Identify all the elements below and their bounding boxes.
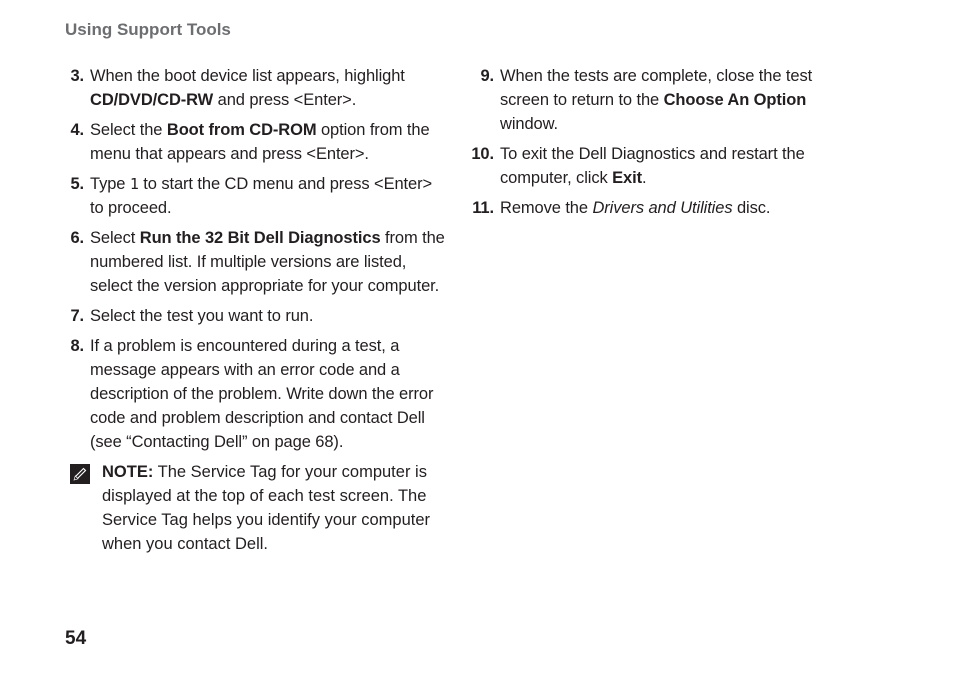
step-text: If a problem is encountered during a test, a message appears with an error code and a description of the problem. Write down the error code and problem description and contact Dell (see “Contacting Dell” on page 68). xyxy=(90,337,434,451)
step-code: 1 xyxy=(129,175,139,193)
step-text: to start the CD menu and press <Enter> to proceed. xyxy=(90,175,433,217)
step-text: . xyxy=(641,169,647,187)
step-text: Select xyxy=(90,229,140,247)
step-text: window. xyxy=(500,115,559,133)
step-item xyxy=(60,172,445,220)
step-text: and press <Enter>. xyxy=(213,91,357,109)
note-text: The Service Tag for your computer is displayed at the top of each test screen. The Service Tag helps you identify your computer when you contact Dell. xyxy=(102,463,431,553)
step-text: To exit the Dell Diagnostics and restart the computer, click xyxy=(500,145,805,187)
section-title: Using Support Tools xyxy=(65,20,231,39)
step-bold-term: Exit xyxy=(612,169,642,187)
right-column xyxy=(470,64,860,226)
step-number: 6. xyxy=(70,229,84,247)
step-bold-term: CD/DVD/CD-RW xyxy=(90,91,214,109)
step-italic-term: Drivers and Utilities xyxy=(592,199,733,217)
step-text: Select the xyxy=(90,121,167,139)
page-number: 54 xyxy=(65,628,87,649)
step-bold-term: Choose An Option xyxy=(663,91,807,109)
step-number: 11. xyxy=(472,199,494,217)
pencil-note-icon xyxy=(70,464,90,484)
step-text: When the tests are complete, close the test screen to return to the xyxy=(500,67,813,109)
step-number: 8. xyxy=(70,337,84,355)
step-text: from the numbered list. If multiple versions are listed, select the version appropriate for your computer. xyxy=(90,229,445,295)
step-number: 4. xyxy=(70,121,84,139)
step-item xyxy=(470,142,860,190)
steps-list-right xyxy=(470,64,860,220)
note-block xyxy=(60,460,445,556)
step-text: When the boot device list appears, highlight xyxy=(90,67,405,85)
step-number: 10. xyxy=(471,145,494,163)
step-text: option from the menu that appears and press <Enter>. xyxy=(90,121,430,163)
step-bold-term: Boot from CD-ROM xyxy=(166,121,317,139)
step-text: Select the test you want to run. xyxy=(90,307,314,325)
note-label: NOTE: xyxy=(102,463,154,481)
step-item xyxy=(470,196,860,220)
step-text: disc. xyxy=(732,199,771,217)
step-item xyxy=(60,334,445,454)
step-number: 7. xyxy=(70,307,84,325)
step-bold-term: Run the 32 Bit Dell Diagnostics xyxy=(139,229,381,247)
step-number: 3. xyxy=(70,67,84,85)
step-text: Type xyxy=(90,175,130,193)
step-number: 5. xyxy=(70,175,84,193)
steps-list-left xyxy=(60,64,445,454)
step-number: 9. xyxy=(480,67,494,85)
step-item xyxy=(470,64,860,136)
step-item xyxy=(60,118,445,166)
step-item xyxy=(60,226,445,298)
left-column xyxy=(60,64,445,556)
step-item xyxy=(60,64,445,112)
step-item xyxy=(60,304,445,328)
step-text: Remove the xyxy=(500,199,593,217)
